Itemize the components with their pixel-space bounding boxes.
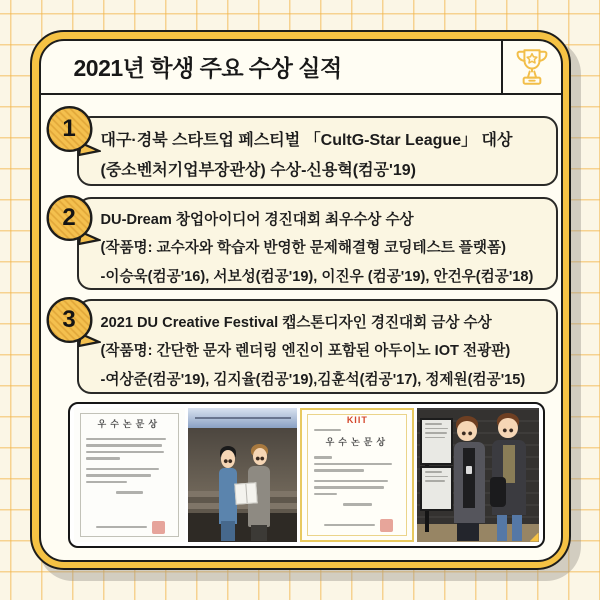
certificate-border [307, 414, 407, 536]
award-2-line-1: DU-Dream 창업아이디어 경진대회 최우수상 수상 [100, 211, 414, 228]
award-card [30, 30, 571, 570]
award-3-line-3: -여상준(컴공'19), 김지율(컴공'19),김훈석(컴공'17), 정제원(컴공'15) [100, 371, 526, 388]
award-item-2 [77, 197, 558, 290]
person-left-legs [221, 521, 235, 541]
stage-backdrop [188, 428, 297, 491]
red-seal-stamp [380, 519, 393, 532]
award-2-number: 2 [62, 203, 76, 231]
red-seal-stamp [152, 521, 165, 534]
person-left-face [457, 421, 476, 441]
award-ceremony-photo [188, 408, 297, 542]
bag [490, 477, 506, 506]
award-item-3 [77, 299, 558, 394]
award-item-1 [77, 116, 558, 186]
kiit-logo: KIIT [346, 414, 368, 425]
stage-banner [188, 408, 297, 428]
person-right-leg [512, 515, 522, 542]
award-3-line-1: 2021 DU Creative Festival 캡스톤디자인 경진대회 금상 수상 [100, 314, 492, 331]
trophy-icon [513, 44, 551, 90]
header [41, 41, 561, 95]
person-left-legs [457, 523, 479, 542]
certificate-signature-row [312, 519, 404, 532]
poster-panel [420, 418, 453, 465]
award-3-number: 3 [62, 305, 76, 333]
person-right-leg [497, 515, 507, 542]
award-3-line-2: (작품명: 간단한 문자 렌더링 엔진이 포함된 아두이노 IOT 전광판) [100, 343, 511, 359]
certificate-photo-1 [74, 408, 186, 542]
page-title: 2021년 학생 주요 수상 실적 [73, 55, 342, 81]
award-2-number-badge [43, 193, 101, 249]
award-card-inner [39, 39, 563, 562]
certificate-photo-2 [300, 408, 414, 542]
person-right-sweater [503, 445, 515, 483]
award-1-number-badge [43, 104, 101, 160]
certificate-folder [234, 482, 257, 504]
person-right-legs [251, 525, 266, 541]
poster-session-photo [417, 408, 538, 542]
person-left-shirt [463, 448, 475, 508]
poster-panel [420, 466, 453, 510]
person-right-face [253, 448, 267, 465]
stage-floor [188, 513, 297, 541]
award-1-number: 1 [62, 114, 76, 142]
award-1-line-2: (중소벤처기업부장관상) 수상-신용혁(컴공'19) [100, 161, 416, 179]
certificate-title: 우수논문상 [325, 437, 390, 447]
photo-strip [68, 402, 545, 548]
certificate-signature-row [84, 521, 178, 534]
award-2-line-3: -이승욱(컴공'16), 서보성(컴공'19), 이진우 (컴공'19), 안건우(컴공'18) [100, 268, 534, 285]
award-1-line-1: 대구·경북 스타트업 페스티벌 「CultG-Star League」 대상 [100, 131, 513, 149]
award-3-number-badge [43, 295, 101, 351]
trophy-compartment [501, 41, 561, 93]
name-badge [466, 466, 472, 474]
certificate-title: 우수논문상 [97, 418, 162, 429]
person-left-face [221, 450, 235, 467]
award-2-line-2: (작품명: 교수자와 학습자 반영한 문제해결형 코딩테스트 플랫폼) [100, 240, 506, 256]
